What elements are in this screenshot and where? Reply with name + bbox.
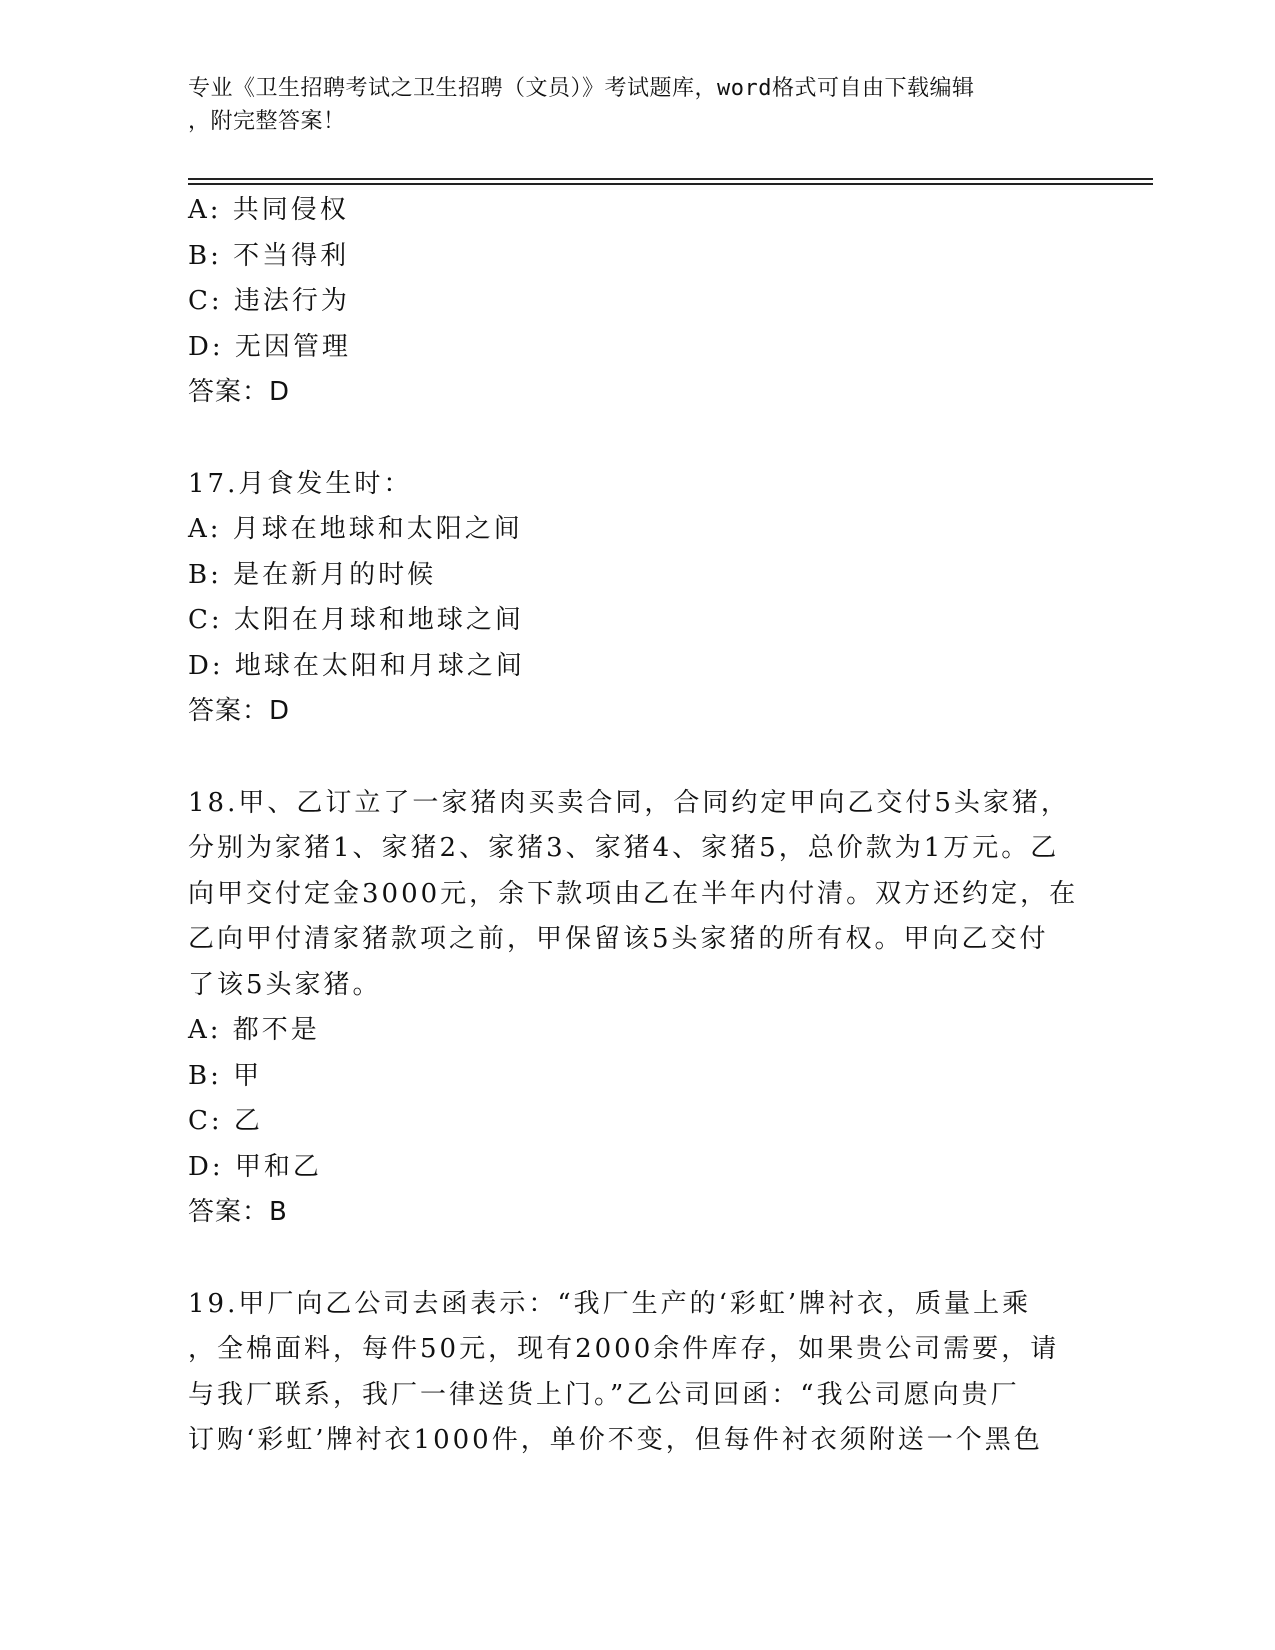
answer: 答案：D — [188, 696, 291, 726]
answer: 答案：B — [188, 1197, 288, 1227]
option-b: B: 甲 — [188, 1060, 263, 1091]
option-a: A: 共同侵权 — [188, 195, 349, 225]
option-c: C: 乙 — [188, 1106, 263, 1136]
question-text-line-4: 订购‘彩虹’牌衬衣1000件，单价不变，但每件衬衣须附送一个黑色 — [188, 1425, 1043, 1455]
option-a: A: 月球在地球和太阳之间 — [188, 514, 523, 544]
option-c: C: 太阳在月球和地球之间 — [188, 605, 524, 635]
question-19 — [188, 1282, 1088, 1464]
option-c: C: 违法行为 — [188, 286, 350, 316]
header-divider-top — [188, 178, 1153, 180]
header-divider-bottom — [188, 183, 1153, 185]
spacer — [188, 416, 1088, 462]
question-17 — [188, 462, 1088, 735]
answer: 答案：D — [188, 377, 291, 407]
question-text-line-3: 向甲交付定金3000元，余下款项由乙在半年内付清。双方还约定，在 — [188, 878, 1079, 909]
question-text-line-1: 19.甲厂向乙公司去函表示：“我厂生产的‘彩虹’牌衬衣，质量上乘 — [188, 1288, 1032, 1319]
question-text-line-5: 了该5头家猪。 — [188, 969, 382, 1000]
question-16 — [188, 188, 1088, 416]
document-header — [188, 72, 1068, 138]
question-18 — [188, 781, 1088, 1236]
spacer — [188, 1236, 1088, 1282]
question-list — [188, 188, 1088, 1464]
question-text: 17.月食发生时： — [188, 468, 413, 499]
question-text-line-1: 18.甲、乙订立了一家猪肉买卖合同，合同约定甲向乙交付5头家猪， — [188, 787, 1070, 818]
option-b: B: 是在新月的时候 — [188, 559, 437, 590]
spacer — [188, 735, 1088, 781]
question-text-line-4: 乙向甲付清家猪款项之前，甲保留该5头家猪的所有权。甲向乙交付 — [188, 924, 1049, 954]
header-line-1: 专业《卫生招聘考试之卫生招聘（文员）》考试题库，word格式可自由下载编辑 — [188, 76, 975, 101]
option-d: D: 甲和乙 — [188, 1151, 322, 1182]
option-d: D: 地球在太阳和月球之间 — [188, 650, 525, 681]
option-b: B: 不当得利 — [188, 240, 350, 271]
option-a: A: 都不是 — [188, 1015, 320, 1045]
question-text-line-2: ，全棉面料，每件50元，现有2000余件库存，如果贵公司需要，请 — [188, 1334, 1060, 1364]
question-text-line-2: 分别为家猪1、家猪2、家猪3、家猪4、家猪5，总价款为1万元。乙 — [188, 833, 1060, 863]
question-text-line-3: 与我厂联系，我厂一律送货上门。”乙公司回函：“我公司愿向贵厂 — [188, 1379, 1020, 1410]
header-line-2: ，附完整答案！ — [188, 109, 346, 134]
option-d: D: 无因管理 — [188, 331, 351, 362]
